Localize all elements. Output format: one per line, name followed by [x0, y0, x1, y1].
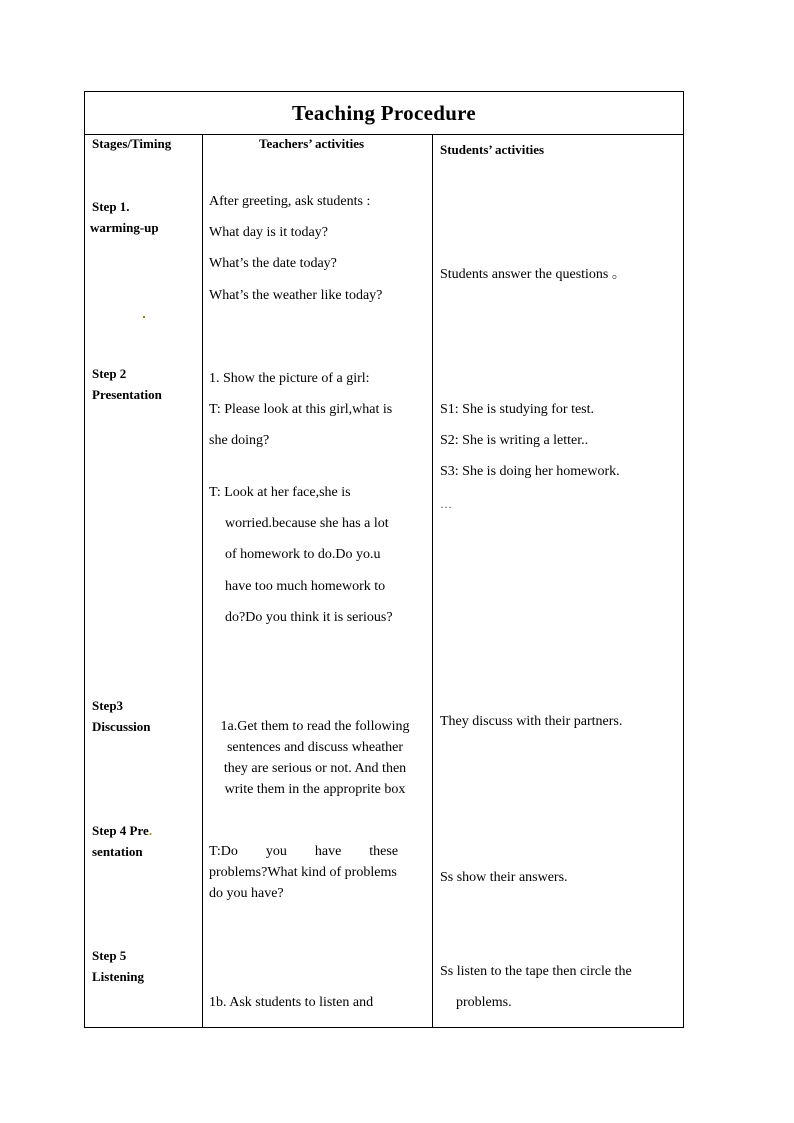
step5-sublabel: Listening	[92, 969, 145, 984]
step4-student-text: Ss show their answers.	[440, 870, 568, 885]
step2-sublabel: Presentation	[92, 387, 162, 402]
step2-student-line: S2: She is writing a letter..	[440, 433, 589, 448]
step1-teacher-line: What’s the weather like today?	[209, 288, 383, 303]
step1-teacher-line: What day is it today?	[209, 225, 328, 240]
step1-teacher-line: What’s the date today?	[209, 256, 337, 271]
step3-teacher-line: write them in the approprite box	[224, 782, 406, 797]
step4-teacher-line: do you have?	[209, 886, 284, 901]
step4-teacher-line: problems?What kind of problems	[209, 865, 397, 880]
step1-label: Step 1.	[92, 199, 130, 214]
header-teachers: Teachers’ activities	[259, 136, 365, 151]
step4-label-text: Step 4 Pre	[92, 823, 149, 838]
procedure-table	[84, 91, 684, 1028]
step2-teacher-line: worried.because she has a lot	[225, 516, 389, 531]
step3-teacher-line: sentences and discuss wheather	[226, 740, 404, 755]
step2-student-line: S3: She is doing her homework.	[440, 464, 620, 479]
step1-sublabel: warming-up	[90, 220, 159, 235]
step1-student-text: Students answer the questions 。	[440, 267, 626, 282]
title-row	[85, 92, 683, 135]
step2-teacher-line: she doing?	[209, 433, 270, 448]
step3-student-text: They discuss with their partners.	[440, 714, 623, 729]
step2-teacher-line: of homework to do.Do yo.u	[225, 547, 381, 562]
step2-teacher-line: T: Please look at this girl,what is	[209, 402, 393, 417]
step5-student-line: Ss listen to the tape then circle the	[440, 964, 632, 979]
step3-teacher-line: 1a.Get them to read the following	[220, 719, 410, 734]
step5-teacher-line: 1b. Ask students to listen and	[209, 995, 374, 1010]
header-students: Students’ activities	[440, 142, 545, 157]
step2-teacher-line: 1. Show the picture of a girl:	[209, 371, 370, 386]
step1-teacher-line: After greeting, ask students :	[209, 194, 371, 209]
column-divider	[432, 135, 433, 1027]
step2-label: Step 2	[92, 366, 127, 381]
step2-teacher-line: have too much homework to	[225, 579, 386, 594]
step3-sublabel: Discussion	[92, 719, 151, 734]
header-stages: Stages/Timing	[92, 136, 172, 151]
stray-dot	[143, 316, 145, 318]
step2-student-ellipsis: …	[440, 497, 452, 511]
step5-student-line: problems.	[456, 995, 512, 1010]
column-divider	[202, 135, 203, 1027]
step4-label	[92, 824, 152, 837]
step2-teacher-line: T: Look at her face,she is	[209, 485, 351, 500]
step3-teacher-line: they are serious or not. And then	[223, 761, 407, 776]
step4-label-mark: .	[148, 823, 153, 838]
step4-teacher-line: T:Do you have these	[209, 844, 399, 859]
table-title: Teaching Procedure	[291, 101, 477, 125]
step3-label: Step3	[92, 698, 124, 713]
step2-teacher-line: do?Do you think it is serious?	[225, 610, 393, 625]
step2-student-line: S1: She is studying for test.	[440, 402, 595, 417]
step4-sublabel: sentation	[92, 844, 143, 859]
step5-label: Step 5	[92, 948, 127, 963]
